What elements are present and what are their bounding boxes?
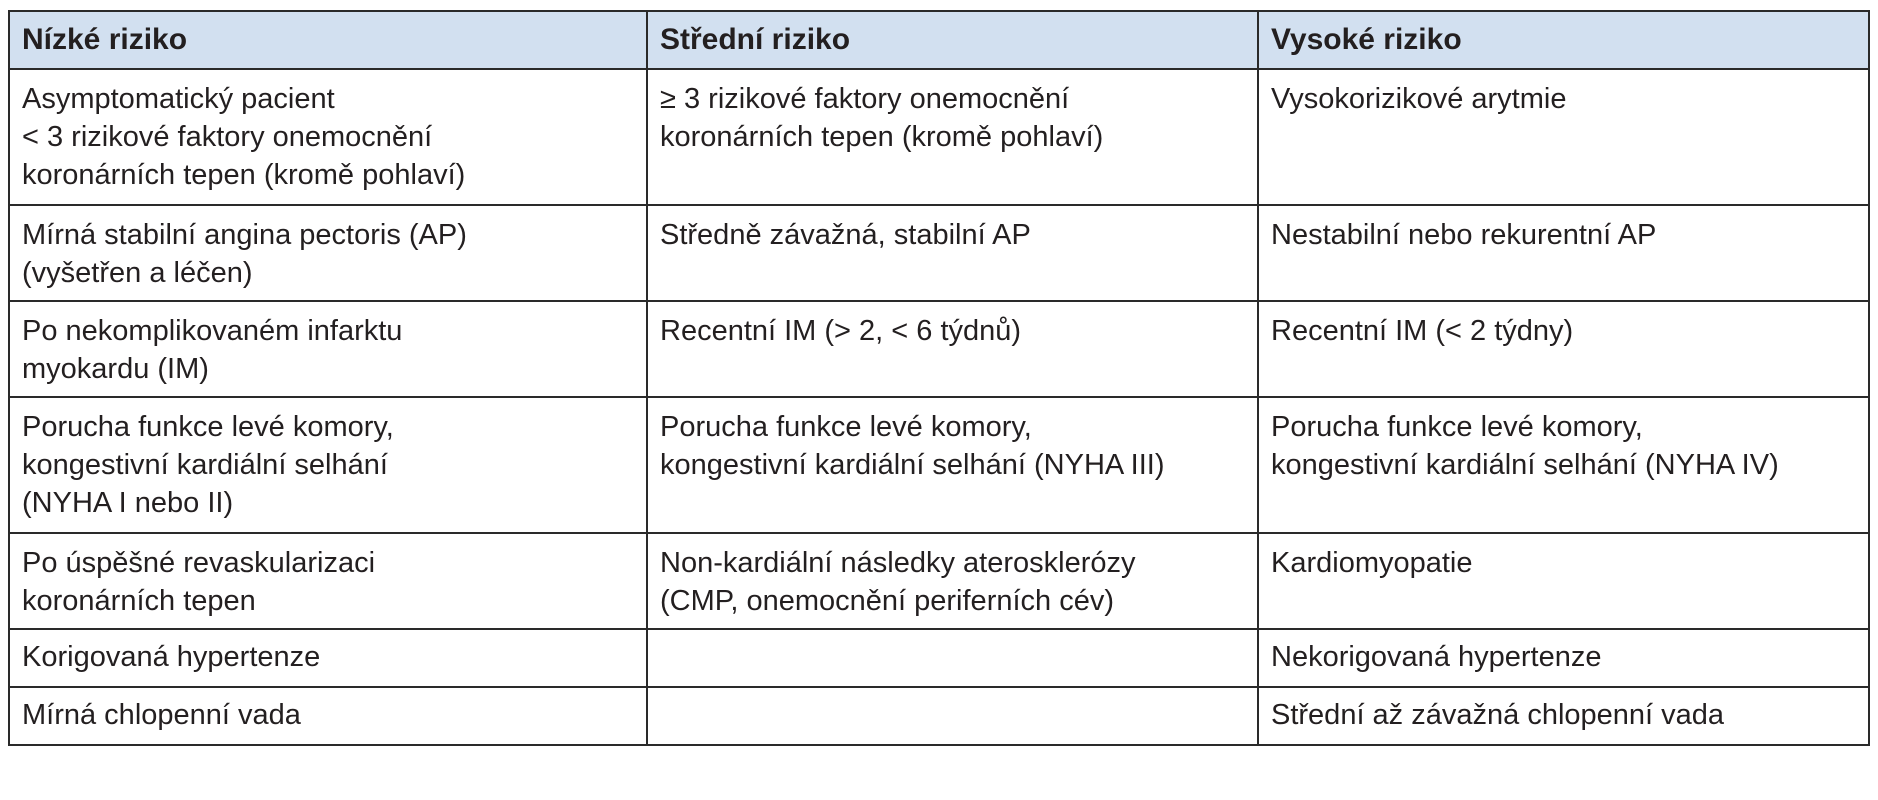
- cell-medium-risk: [647, 69, 1258, 205]
- cell-high-risk: [1258, 301, 1869, 397]
- cell-line: Non-kardiální následky aterosklerózy: [660, 547, 1136, 579]
- cell-line: Kardiomyopatie: [1271, 547, 1473, 579]
- cell-line: Porucha funkce levé komory,: [660, 411, 1032, 443]
- cell-medium-risk: [647, 205, 1258, 301]
- cell-low-risk: [9, 69, 647, 205]
- cell-line: Mírná chlopenní vada: [22, 699, 301, 731]
- cell-low-risk: [9, 687, 647, 745]
- table-row: [9, 301, 1869, 397]
- cell-high-risk: [1258, 533, 1869, 629]
- cell-low-risk: [9, 629, 647, 687]
- cell-line: (NYHA I nebo II): [22, 487, 234, 519]
- cell-medium-risk-empty: [647, 629, 1258, 687]
- cell-line: Korigovaná hypertenze: [22, 641, 321, 673]
- cell-low-risk: [9, 301, 647, 397]
- cell-line: Po úspěšné revaskularizaci: [22, 547, 376, 579]
- cell-low-risk: [9, 205, 647, 301]
- cell-medium-risk-empty: [647, 687, 1258, 745]
- cell-medium-risk: [647, 533, 1258, 629]
- cell-high-risk: [1258, 205, 1869, 301]
- risk-table: [8, 10, 1870, 746]
- header-low-risk: Nízké riziko: [9, 11, 647, 69]
- cell-line: Nekorigovaná hypertenze: [1271, 641, 1602, 673]
- cell-high-risk: [1258, 629, 1869, 687]
- cell-line: Středně závažná, stabilní AP: [660, 219, 1031, 251]
- cell-line: (CMP, onemocnění periferních cév): [660, 585, 1115, 617]
- cell-high-risk: [1258, 69, 1869, 205]
- cell-low-risk: [9, 397, 647, 533]
- header-medium-risk: Střední riziko: [647, 11, 1258, 69]
- cell-line: < 3 rizikové faktory onemocnění: [22, 121, 433, 153]
- table-row: [9, 69, 1869, 205]
- cell-line: Vysokorizikové arytmie: [1271, 83, 1567, 115]
- table-row: [9, 205, 1869, 301]
- cell-line: kongestivní kardiální selhání: [22, 449, 388, 481]
- cell-line: Asymptomatický pacient: [22, 83, 335, 115]
- cell-line: Recentní IM (< 2 týdny): [1271, 315, 1574, 347]
- cell-line: Po nekomplikovaném infarktu: [22, 315, 403, 347]
- cell-line: koronárních tepen: [22, 585, 256, 617]
- cell-line: Porucha funkce levé komory,: [1271, 411, 1643, 443]
- cell-line: Mírná stabilní angina pectoris (AP): [22, 219, 467, 251]
- cell-low-risk: [9, 533, 647, 629]
- table-row: [9, 397, 1869, 533]
- table-row: [9, 687, 1869, 745]
- cell-medium-risk: [647, 301, 1258, 397]
- cell-line: Střední až závažná chlopenní vada: [1271, 699, 1725, 731]
- cell-line: koronárních tepen (kromě pohlaví): [660, 121, 1104, 153]
- cell-line: (vyšetřen a léčen): [22, 257, 253, 289]
- cell-line: Porucha funkce levé komory,: [22, 411, 394, 443]
- cell-line: ≥ 3 rizikové faktory onemocnění: [660, 83, 1070, 115]
- cell-line: koronárních tepen (kromě pohlaví): [22, 159, 466, 191]
- table-row: [9, 629, 1869, 687]
- cell-line: kongestivní kardiální selhání (NYHA III): [660, 449, 1165, 481]
- header-row: [9, 11, 1869, 69]
- cell-line: myokardu (IM): [22, 353, 209, 385]
- cell-medium-risk: [647, 397, 1258, 533]
- cell-line: kongestivní kardiální selhání (NYHA IV): [1271, 449, 1779, 481]
- cell-high-risk: [1258, 397, 1869, 533]
- header-high-risk: Vysoké riziko: [1258, 11, 1869, 69]
- table-row: [9, 533, 1869, 629]
- cell-line: Nestabilní nebo rekurentní AP: [1271, 219, 1657, 251]
- cell-line: Recentní IM (> 2, < 6 týdnů): [660, 315, 1022, 347]
- cell-high-risk: [1258, 687, 1869, 745]
